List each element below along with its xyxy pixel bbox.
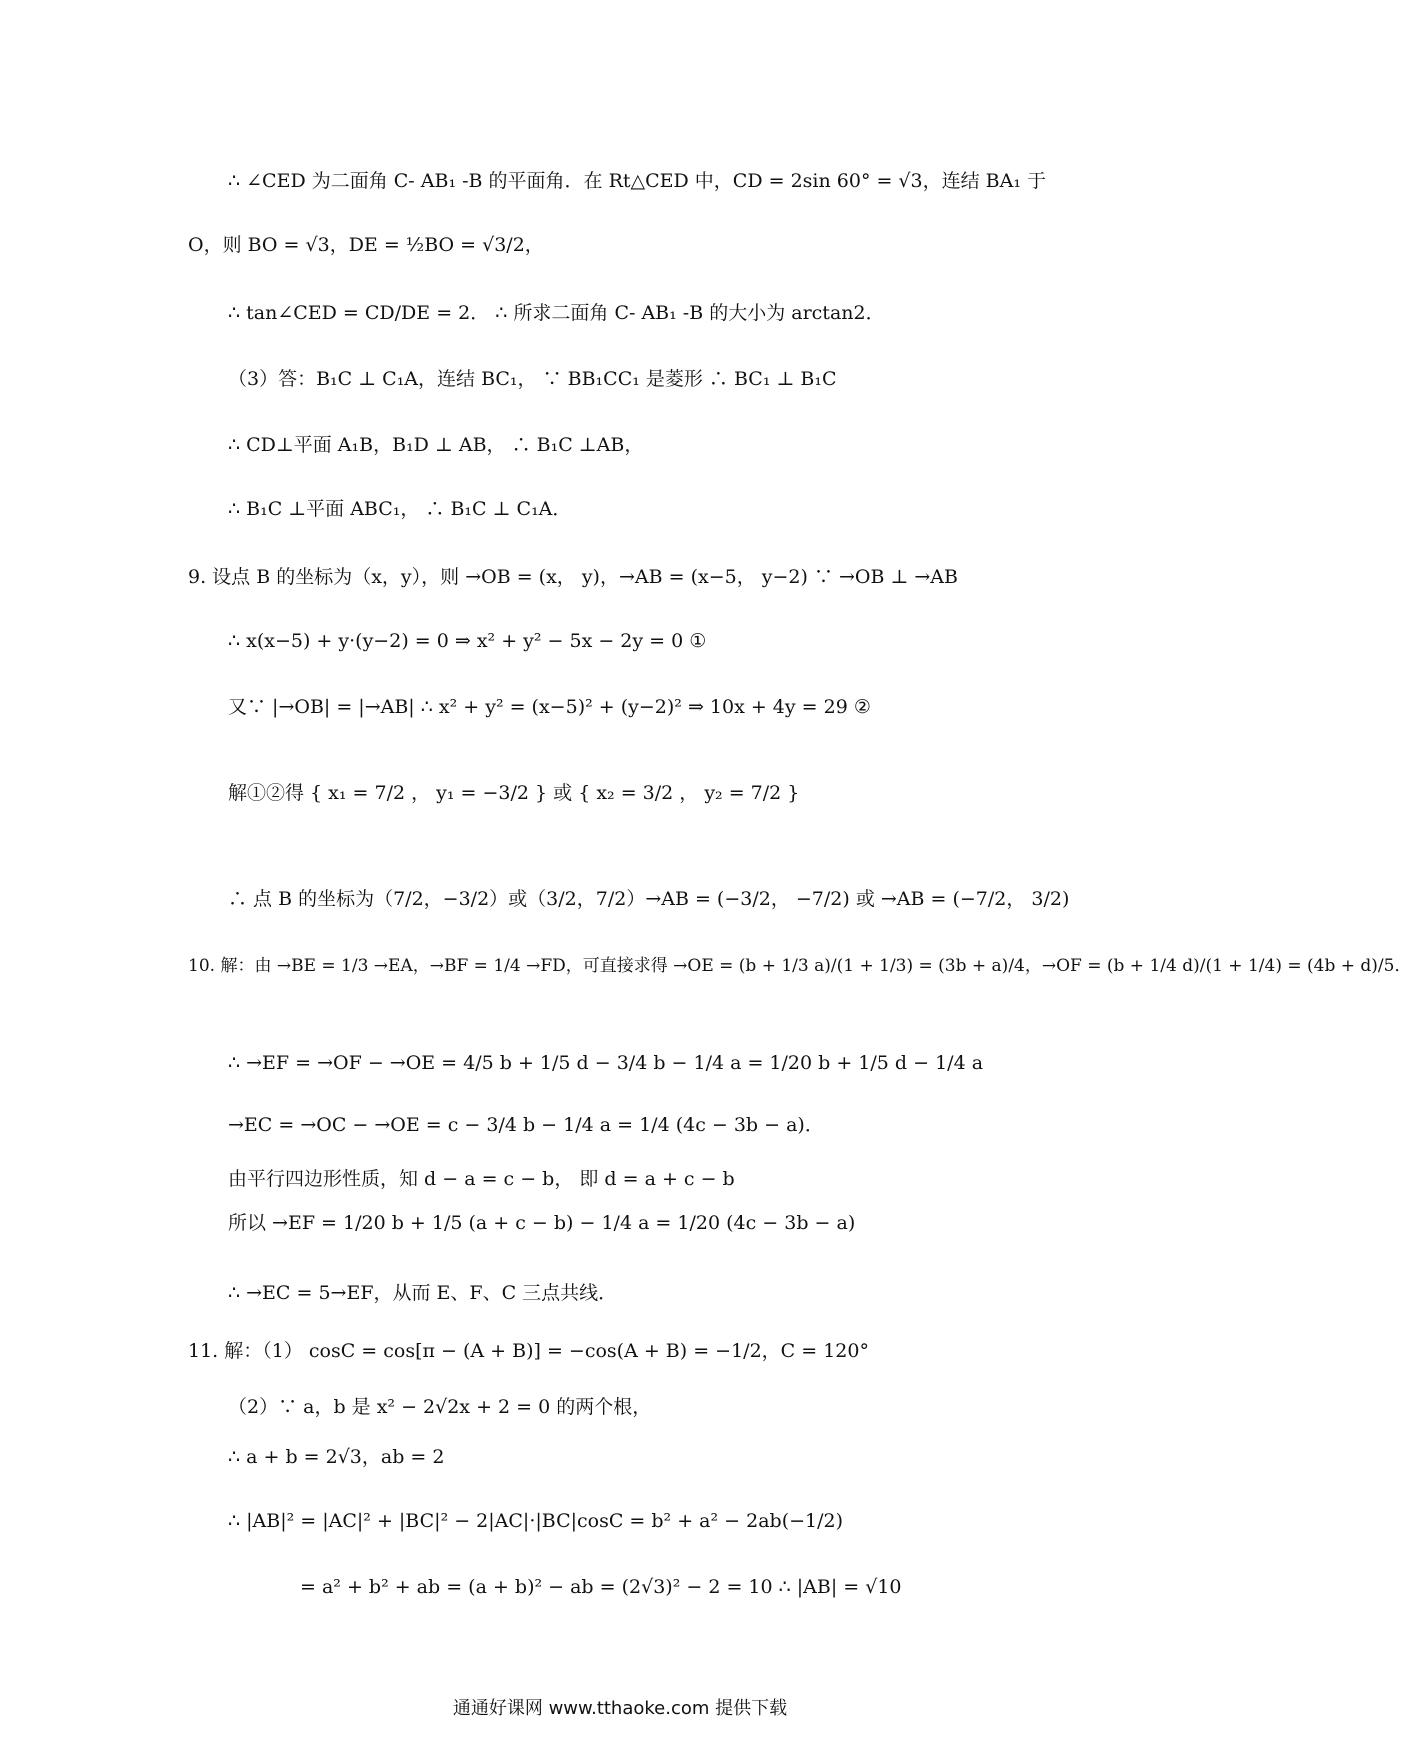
text-line-15: 由平行四边形性质，知 d − a = c − b， 即 d = a + c − b bbox=[228, 1168, 735, 1190]
text-line-22: = a² + b² + ab = (a + b)² − ab = (2√3)² − 2 = 10 ∴ |AB| = √10 bbox=[300, 1576, 902, 1598]
text-line-20: ∴ a + b = 2√3，ab = 2 bbox=[228, 1446, 445, 1468]
text-line-13: ∴ →EF = →OF − →OE = 4/5 b + 1/5 d − 3/4 b − 1/4 a = 1/20 b + 1/5 d − 1/4 a bbox=[228, 1052, 984, 1074]
text-line-16: 所以 →EF = 1/20 b + 1/5 (a + c − b) − 1/4 a = 1/20 (4c − 3b − a) bbox=[228, 1212, 856, 1234]
text-line-9: 又∵ |→OB| = |→AB| ∴ x² + y² = (x−5)² + (y−2)² ⇒ 10x + 4y = 29 ② bbox=[228, 696, 871, 718]
text-line-12: 10. 解：由 →BE = 1/3 →EA，→BF = 1/4 →FD，可直接求得 →OE = (b + 1/3 a)/(1 + 1/3) = (3b + a)/4，→OF = (b + 1/4 d)/(1 + 1/4) = (4b + d)/5． bbox=[188, 956, 1411, 976]
text-line-19: （2）∵ a，b 是 x² − 2√2x + 2 = 0 的两个根， bbox=[228, 1396, 652, 1418]
text-line-10: 解①②得 { x₁ = 7/2 ， y₁ = −3/2 } 或 { x₂ = 3/2 ， y₂ = 7/2 } bbox=[228, 782, 800, 804]
text-line-4: （3）答：B₁C ⊥ C₁A，连结 BC₁， ∵ BB₁CC₁ 是菱形 ∴ BC₁ ⊥ B₁C bbox=[228, 368, 837, 390]
text-line-21: ∴ |AB|² = |AC|² + |BC|² − 2|AC|·|BC|cosC = b² + a² − 2ab(−1/2) bbox=[228, 1510, 844, 1532]
text-line-5: ∴ CD⊥平面 A₁B，B₁D ⊥ AB， ∴ B₁C ⊥AB， bbox=[228, 434, 644, 456]
page-footer: 通通好课网 www.tthaoke.com 提供下载 bbox=[452, 1698, 788, 1719]
text-line-2: O，则 BO = √3，DE = ½BO = √3/2， bbox=[188, 234, 544, 256]
text-line-11: ∴ 点 B 的坐标为（7/2，−3/2）或（3/2，7/2）→AB = (−3/2， −7/2) 或 →AB = (−7/2， 3/2) bbox=[228, 888, 1070, 910]
text-line-18: 11. 解：（1） cosC = cos[π − (A + B)] = −cos(A + B) = −1/2，C = 120° bbox=[188, 1340, 869, 1362]
text-line-8: ∴ x(x−5) + y·(y−2) = 0 ⇒ x² + y² − 5x − 2y = 0 ① bbox=[228, 630, 707, 652]
text-line-17: ∴ →EC = 5→EF，从而 E、F、C 三点共线． bbox=[228, 1282, 618, 1304]
text-line-3: ∴ tan∠CED = CD/DE = 2． ∴ 所求二面角 C- AB₁ -B 的大小为 arctan2． bbox=[228, 302, 885, 324]
text-line-7: 9. 设点 B 的坐标为（x，y），则 →OB = (x， y)，→AB = (x−5， y−2) ∵ →OB ⊥ →AB bbox=[188, 566, 958, 588]
text-line-14: →EC = →OC − →OE = c − 3/4 b − 1/4 a = 1/4 (4c − 3b − a)． bbox=[228, 1114, 824, 1136]
text-line-1: ∴ ∠CED 为二面角 C- AB₁ -B 的平面角．在 Rt△CED 中，CD = 2sin 60° = √3，连结 BA₁ 于 bbox=[228, 170, 1047, 192]
text-line-6: ∴ B₁C ⊥平面 ABC₁， ∴ B₁C ⊥ C₁A． bbox=[228, 498, 572, 520]
